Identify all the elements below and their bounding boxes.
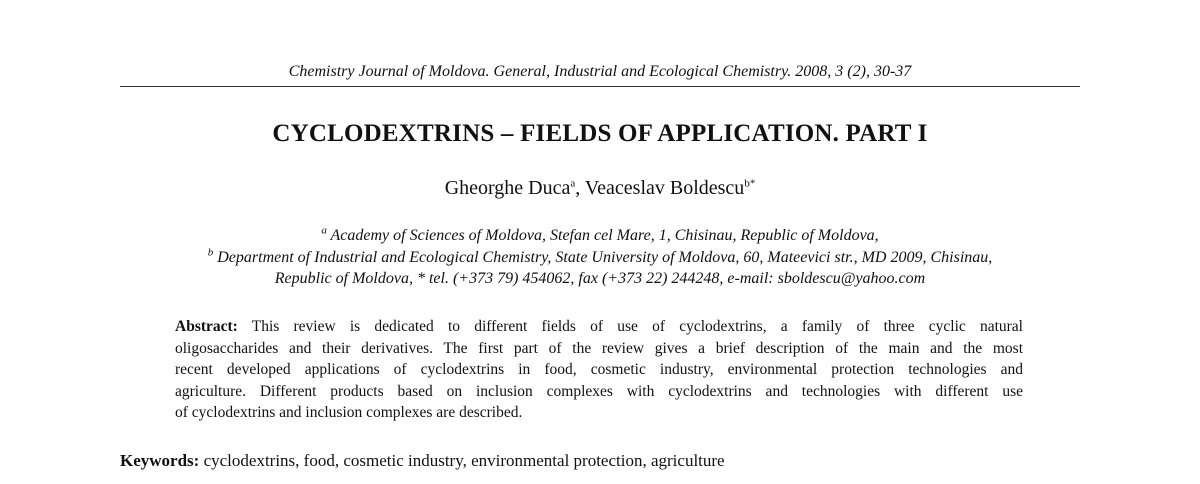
abstract-line: oligosaccharides and their derivatives. The first part of the review gives a brief description of the main and the most <box>175 339 1023 357</box>
abstract-line <box>175 316 1023 338</box>
keywords <box>120 450 725 472</box>
journal-citation: Chemistry Journal of Moldova. General, Industrial and Ecological Chemistry. 2008, 3 (2), 30-37 <box>288 63 912 80</box>
affiliation-marker: a <box>321 224 327 237</box>
affiliation-text: Department of Industrial and Ecological Chemistry, State University of Moldova, 60, Mateevici str., MD 2009, Chisinau, <box>213 248 993 266</box>
paper-title: CYCLODEXTRINS – FIELDS OF APPLICATION. PART I <box>272 120 928 147</box>
header-divider <box>120 86 1080 87</box>
keywords-text: cyclodextrins, food, cosmetic industry, environmental protection, agriculture <box>199 451 725 470</box>
author-list <box>120 174 1080 202</box>
author-separator: , <box>575 177 585 199</box>
keywords-label: Keywords: <box>120 451 200 470</box>
abstract-line: agriculture. Different products based on inclusion complexes with cyclodextrins and technologies with different use <box>175 382 1023 400</box>
affiliations <box>120 225 1080 290</box>
author-name: Veaceslav Boldescu <box>584 177 745 199</box>
abstract <box>175 316 1023 424</box>
author-name: Gheorghe Duca <box>444 177 571 199</box>
author-affiliation-marker: a <box>570 177 576 190</box>
affiliation-marker: b <box>207 246 214 259</box>
affiliation-b-continued: Republic of Moldova, * tel. (+373 79) 454062, fax (+373 22) 244248, e-mail: sboldescu@yahoo.com <box>274 270 926 287</box>
affiliation-a <box>120 225 1080 247</box>
affiliation-b <box>120 247 1080 269</box>
abstract-text: This review is dedicated to different fields of use of cyclodextrins, a family of three cyclic natural <box>237 318 1023 335</box>
abstract-line: recent developed applications of cyclodextrins in food, cosmetic industry, environmental protection technologies and <box>175 361 1023 378</box>
affiliation-text: Academy of Sciences of Moldova, Stefan cel Mare, 1, Chisinau, Republic of Moldova, <box>326 227 879 244</box>
abstract-label: Abstract: <box>175 318 238 335</box>
abstract-line: of cyclodextrins and inclusion complexes are described. <box>175 404 523 421</box>
author-affiliation-marker: b* <box>744 177 756 190</box>
